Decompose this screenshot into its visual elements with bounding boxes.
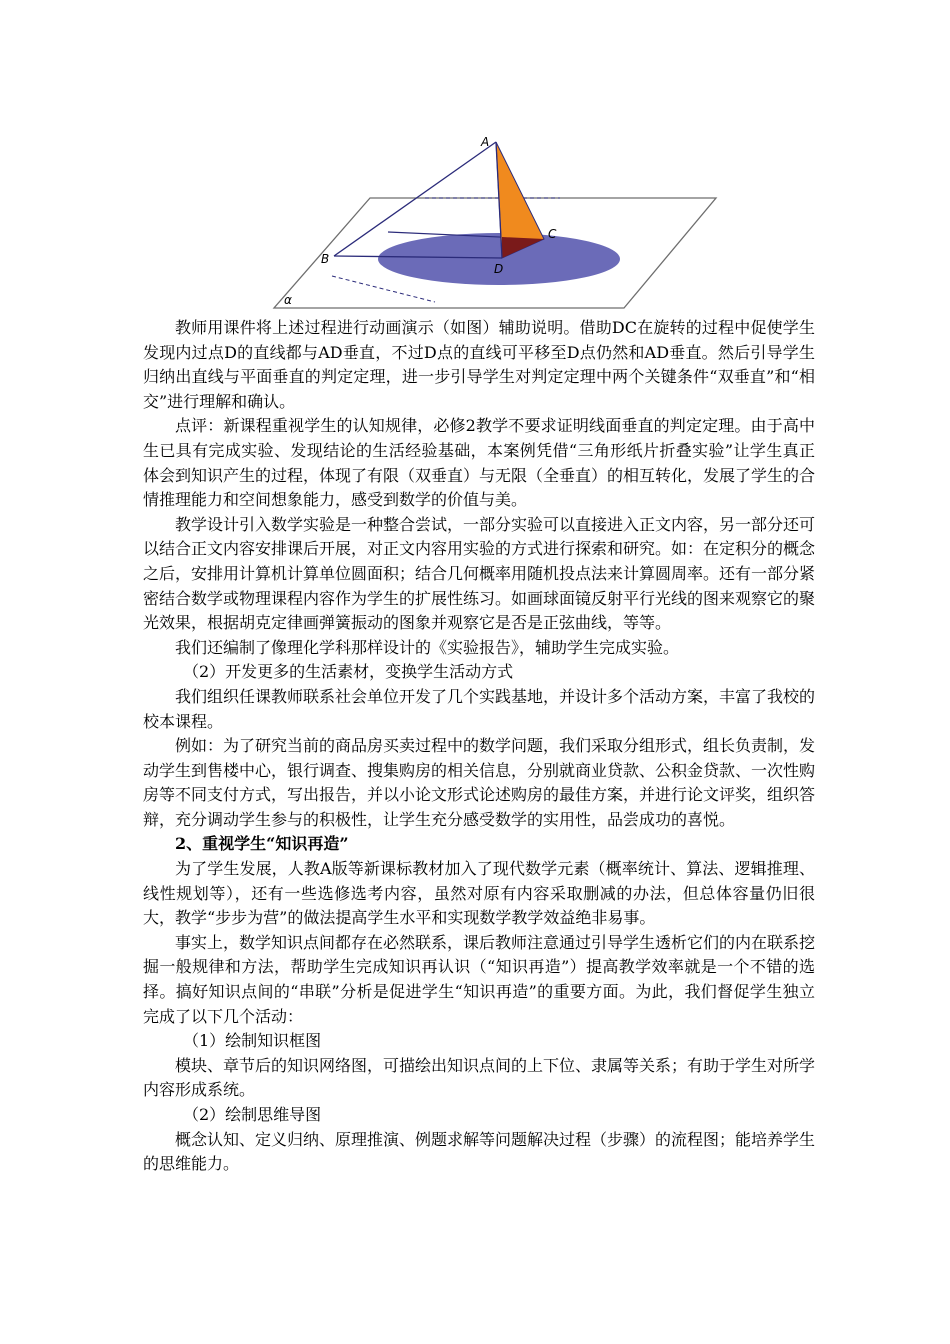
paragraph-new-textbook: 为了学生发展，人教A版等新课标教材加入了现代数学元素（概率统计、算法、逻辑推理、线性规划等），还有一些选修选考内容，虽然对原有内容采取删减的办法，但总体容量仍旧很大，教学“步步为营”的做法提高学生水平和实现数学教学效益绝非易事。 [143,859,815,928]
section-heading-knowledge-rebuild: 2、重视学生“知识再造” [175,834,349,854]
subheading-mind-map: （2）绘制思维导图 [183,1105,322,1124]
label-a: A [481,135,490,149]
paragraph-comment: 点评：新课程重视学生的认知规律，必修2教学不要求证明线面垂直的判定定理。由于高中生已具有完成实验、发现结论的生活经验基础，本案例凭借“三角形纸片折叠实验”让学生真正体会到知识产生的过程，体现了有限（双垂直）与无限（全垂直）的相互转化，发展了学生的合情推理能力和空间想象能力，感受到数学的价值与美。 [143,416,816,510]
paragraph-knowledge-map: 模块、章节后的知识网络图，可描绘出知识点间的上下位、隶属等关系；有助于学生对所学内容形成系统。 [143,1055,816,1100]
paragraph-knowledge-links: 事实上，数学知识点间都存在必然联系，课后教师注意通过引导学生透析它们的内在联系挖掘一般规律和方法，帮助学生完成知识再认识（“知识再造”）提高教学效率就是一个不错的选择。搞好知识点间的“串联”分析是促进学生“知识再造”的重要方面。为此，我们督促学生独立完成了以下几个活动： [143,932,816,1026]
subheading-life-materials: （2）开发更多的生活素材，变换学生活动方式 [183,662,514,682]
label-alpha: α [284,293,292,307]
subheading-knowledge-map: （1）绘制知识框图 [183,1031,322,1051]
paragraph-math-experiment: 教学设计引入数学实验是一种整合尝试，一部分实验可以直接进入正文内容，另一部分还可以结合正文内容安排课后开展，对正文内容用实验的方式进行探索和研究。如：在定积分的概念之后，安排用计算机计算单位圆面积；结合几何概率用随机投点法来计算圆周率。还有一部分紧密结合数学或物理课程内容作为学生的扩展性练习。如画球面镜反射平行光线的图来观察它的聚光效果，根据胡克定律画弹簧振动的图象并观察它是否是正弦曲线，等等。 [143,514,816,633]
document-body [143,316,815,1177]
paragraph-lab-report: 我们还编制了像理化学科那样设计的《实验报告》，辅助学生完成实验。 [175,637,680,657]
label-b: B [321,252,330,266]
paragraph-practice-base: 我们组织任课教师联系社会单位开发了几个实践基地，并设计多个活动方案，丰富了我校的校本课程。 [143,686,816,731]
paragraph-mind-map: 概念认知、定义归纳、原理推演、例题求解等问题解决过程（步骤）的流程图；能培养学生的思维能力。 [143,1129,816,1174]
line-perpendicular-plane-diagram [270,132,722,314]
label-d: D [494,262,504,276]
paragraph-housing-example: 例如：为了研究当前的商品房买卖过程中的数学问题，我们采取分组形式，组长负责制，发动学生到售楼中心，银行调查、搜集购房的相关信息，分别就商业贷款、公积金贷款、一次性购房等不同支付方式，写出报告，并以小论文形式论述购房的最佳方案，并进行论文评奖，组织答辩，充分调动学生参与的积极性，让学生充分感受数学的实用性，品尝成功的喜悦。 [143,736,816,829]
geometry-figure [270,132,722,314]
label-c: C [548,227,557,241]
paragraph-animation-demo: 教师用课件将上述过程进行动画演示（如图）辅助说明。借助DC在旋转的过程中促使学生发现内过点D的直线都与AD垂直，不过D点的直线可平移至D点仍然和AD垂直。然后引导学生归纳出直线与平面垂直的判定定理，进一步引导学生对判定定理中两个关键条件“双垂直”和“相交”进行理解和确认。 [143,318,815,411]
rotation-disk [378,233,620,285]
